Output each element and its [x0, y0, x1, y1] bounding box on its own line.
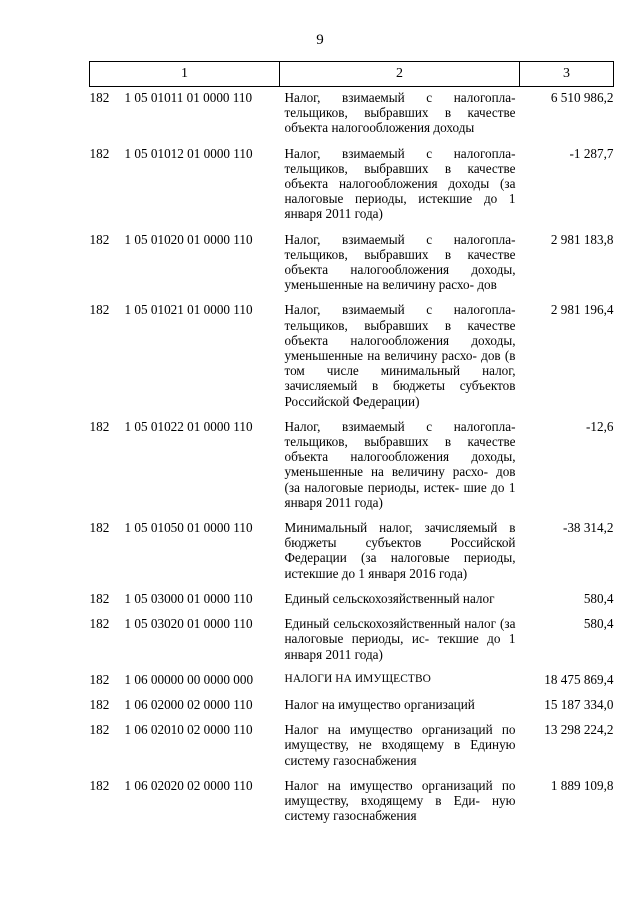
income-name-line: истекшие до 1 января 2016 года) [284, 565, 468, 581]
income-name-line: Налог, взимаемый с налогопла- [284, 145, 516, 161]
income-name-line: Федерации (за налоговые периоды, [284, 550, 516, 566]
income-name-line: шие до 1 января 2011 года) [284, 479, 516, 510]
table-row [90, 419, 614, 520]
table-body [90, 87, 614, 834]
income-name-line: текшие до 1 января 2011 года) [284, 631, 516, 662]
budget-code-cell [90, 778, 280, 834]
income-name-line: уменьшенные на величину расхо- [284, 277, 475, 293]
classification-code: 1 06 02010 02 0000 110 [124, 722, 253, 738]
income-name-cell [280, 778, 520, 834]
table-row [90, 520, 614, 591]
income-name-line: Единый сельскохозяйственный [284, 590, 460, 606]
income-name-cell [280, 722, 520, 778]
income-name-line: дов (в том числе минимальный [284, 348, 516, 379]
income-name-line: налог, зачисляемый в бюджеты [284, 363, 516, 394]
admin-code: 182 [89, 231, 110, 247]
income-name-cell [280, 591, 520, 616]
budget-table [89, 61, 614, 833]
table-row [90, 87, 614, 146]
income-name-line: Налог на имущество организаций [284, 722, 493, 738]
income-name-line: объекта налогообложения доходы, [284, 262, 516, 278]
classification-code: 1 05 01020 01 0000 110 [124, 231, 253, 247]
amount-cell: 580,4 [583, 616, 614, 632]
income-name-line: уменьшенные на величину расхо- [284, 348, 477, 364]
header-row [90, 62, 614, 87]
income-name-line: Единый сельскохозяйственный [284, 616, 461, 632]
table-row [90, 591, 614, 616]
amount-cell: 6 510 986,2 [550, 90, 614, 105]
page-number: 9 [316, 32, 324, 48]
income-name-line: Единую систему газоснабжения [284, 737, 516, 768]
budget-code-cell [90, 232, 280, 303]
income-name-cell [280, 302, 520, 418]
income-name-line: объекта налогообложения доходы [284, 176, 490, 192]
income-name-line: Налог, взимаемый с налогопла- [284, 231, 516, 247]
admin-code: 182 [89, 722, 110, 738]
income-name-line: до 1 января 2011 года) [284, 191, 516, 222]
table-row [90, 672, 614, 697]
table-row [90, 616, 614, 672]
budget-code-cell [90, 302, 280, 418]
amount-cell: -1 287,7 [569, 145, 614, 161]
income-name-line: (за налоговые периоды, истекшие [284, 176, 516, 207]
income-name-line: Минимальный налог, зачисляемый [284, 520, 498, 536]
admin-code: 182 [89, 671, 110, 687]
table-row [90, 232, 614, 303]
admin-code: 182 [89, 590, 110, 606]
income-name-line: налог (за налоговые периоды, ис- [284, 616, 516, 647]
amount-cell: 580,4 [583, 590, 614, 606]
admin-code: 182 [89, 520, 110, 536]
amount-cell: 18 475 869,4 [544, 671, 614, 687]
classification-code: 1 06 02020 02 0000 110 [124, 777, 253, 793]
column-header-3: 3 [520, 62, 614, 87]
table-header [90, 62, 614, 87]
amount-cell: 1 889 109,8 [550, 777, 614, 793]
income-name-line: Налог на имущество организаций [284, 777, 493, 793]
income-name-line: объекта налогообложения доходы, [284, 332, 516, 348]
budget-code-cell [90, 87, 280, 146]
budget-code-cell [90, 722, 280, 778]
income-name-line: уменьшенные на величину расхо- [284, 464, 489, 480]
admin-code: 182 [89, 777, 110, 793]
income-name-line: дов (за налоговые периоды, истек- [284, 464, 516, 495]
budget-code-cell [90, 591, 280, 616]
budget-code-cell [90, 697, 280, 722]
income-name-cell [280, 697, 520, 722]
table-row [90, 146, 614, 232]
admin-code: 182 [89, 302, 110, 318]
amount-cell: 13 298 224,2 [544, 722, 614, 738]
admin-code: 182 [89, 696, 110, 712]
income-name-line: ную систему газоснабжения [284, 792, 516, 824]
income-name-line: Налог, взимаемый с налогопла- [284, 418, 516, 434]
income-name-line: объекта налогообложения доходы [284, 120, 475, 136]
income-name-cell [280, 672, 520, 697]
income-name-line: Налог, взимаемый с налогопла- [284, 90, 516, 105]
table-row [90, 722, 614, 778]
classification-code: 1 05 03000 01 0000 110 [124, 590, 253, 606]
budget-code-cell [90, 672, 280, 697]
budget-code-cell [90, 146, 280, 232]
amount-cell: 2 981 196,4 [550, 302, 614, 318]
amount-cell: -12,6 [586, 418, 614, 434]
classification-code: 1 05 01021 01 0000 110 [124, 302, 253, 318]
amount-cell: 15 187 334,0 [544, 696, 614, 712]
income-name-line: дов [477, 277, 497, 293]
income-name-cell [280, 419, 520, 520]
table-row [90, 697, 614, 722]
income-name-line: по имуществу, входящему в Еди- [284, 777, 516, 808]
budget-code-cell [90, 419, 280, 520]
income-name-line: тельщиков, выбравших в качестве [284, 105, 516, 121]
income-name-line: налог [462, 590, 495, 606]
income-name-line: в бюджеты субъектов Российской [284, 520, 516, 551]
classification-code: 1 05 03020 01 0000 110 [124, 616, 253, 632]
income-name-line: по имуществу, не входящему в [284, 722, 516, 753]
income-name-line: НАЛОГИ НА ИМУЩЕСТВО [284, 672, 432, 685]
budget-code-cell [90, 616, 280, 672]
income-name-cell [280, 232, 520, 303]
admin-code: 182 [89, 145, 110, 161]
income-name-cell [280, 520, 520, 591]
amount-cell: 2 981 183,8 [550, 231, 614, 247]
income-name-line: Налог на имущество организаций [284, 696, 475, 712]
admin-code: 182 [89, 616, 110, 632]
income-name-line: тельщиков, выбравших в качестве [284, 434, 516, 450]
classification-code: 1 05 01012 01 0000 110 [124, 145, 253, 161]
table-row [90, 302, 614, 418]
classification-code: 1 05 01022 01 0000 110 [124, 418, 253, 434]
income-name-cell [280, 146, 520, 232]
income-name-line: объекта налогообложения доходы, [284, 449, 516, 465]
classification-code: 1 06 02000 02 0000 110 [124, 696, 253, 712]
income-name-line: субъектов Российской Федерации) [284, 378, 516, 409]
admin-code: 182 [89, 418, 110, 434]
budget-code-cell [90, 520, 280, 591]
table-row [90, 778, 614, 834]
income-name-line: тельщиков, выбравших в качестве [284, 317, 516, 333]
income-name-cell [280, 87, 520, 146]
column-header-2: 2 [280, 62, 520, 87]
classification-code: 1 05 01011 01 0000 110 [124, 90, 253, 105]
admin-code: 182 [89, 90, 110, 105]
column-header-1: 1 [90, 62, 280, 87]
classification-code: 1 05 01050 01 0000 110 [124, 520, 253, 536]
income-name-line: Налог, взимаемый с налогопла- [284, 302, 516, 318]
amount-cell: -38 314,2 [562, 520, 614, 536]
classification-code: 1 06 00000 00 0000 000 [124, 671, 254, 687]
income-name-line: тельщиков, выбравших в качестве [284, 160, 516, 176]
income-name-line: тельщиков, выбравших в качестве [284, 246, 516, 262]
income-name-cell [280, 616, 520, 672]
